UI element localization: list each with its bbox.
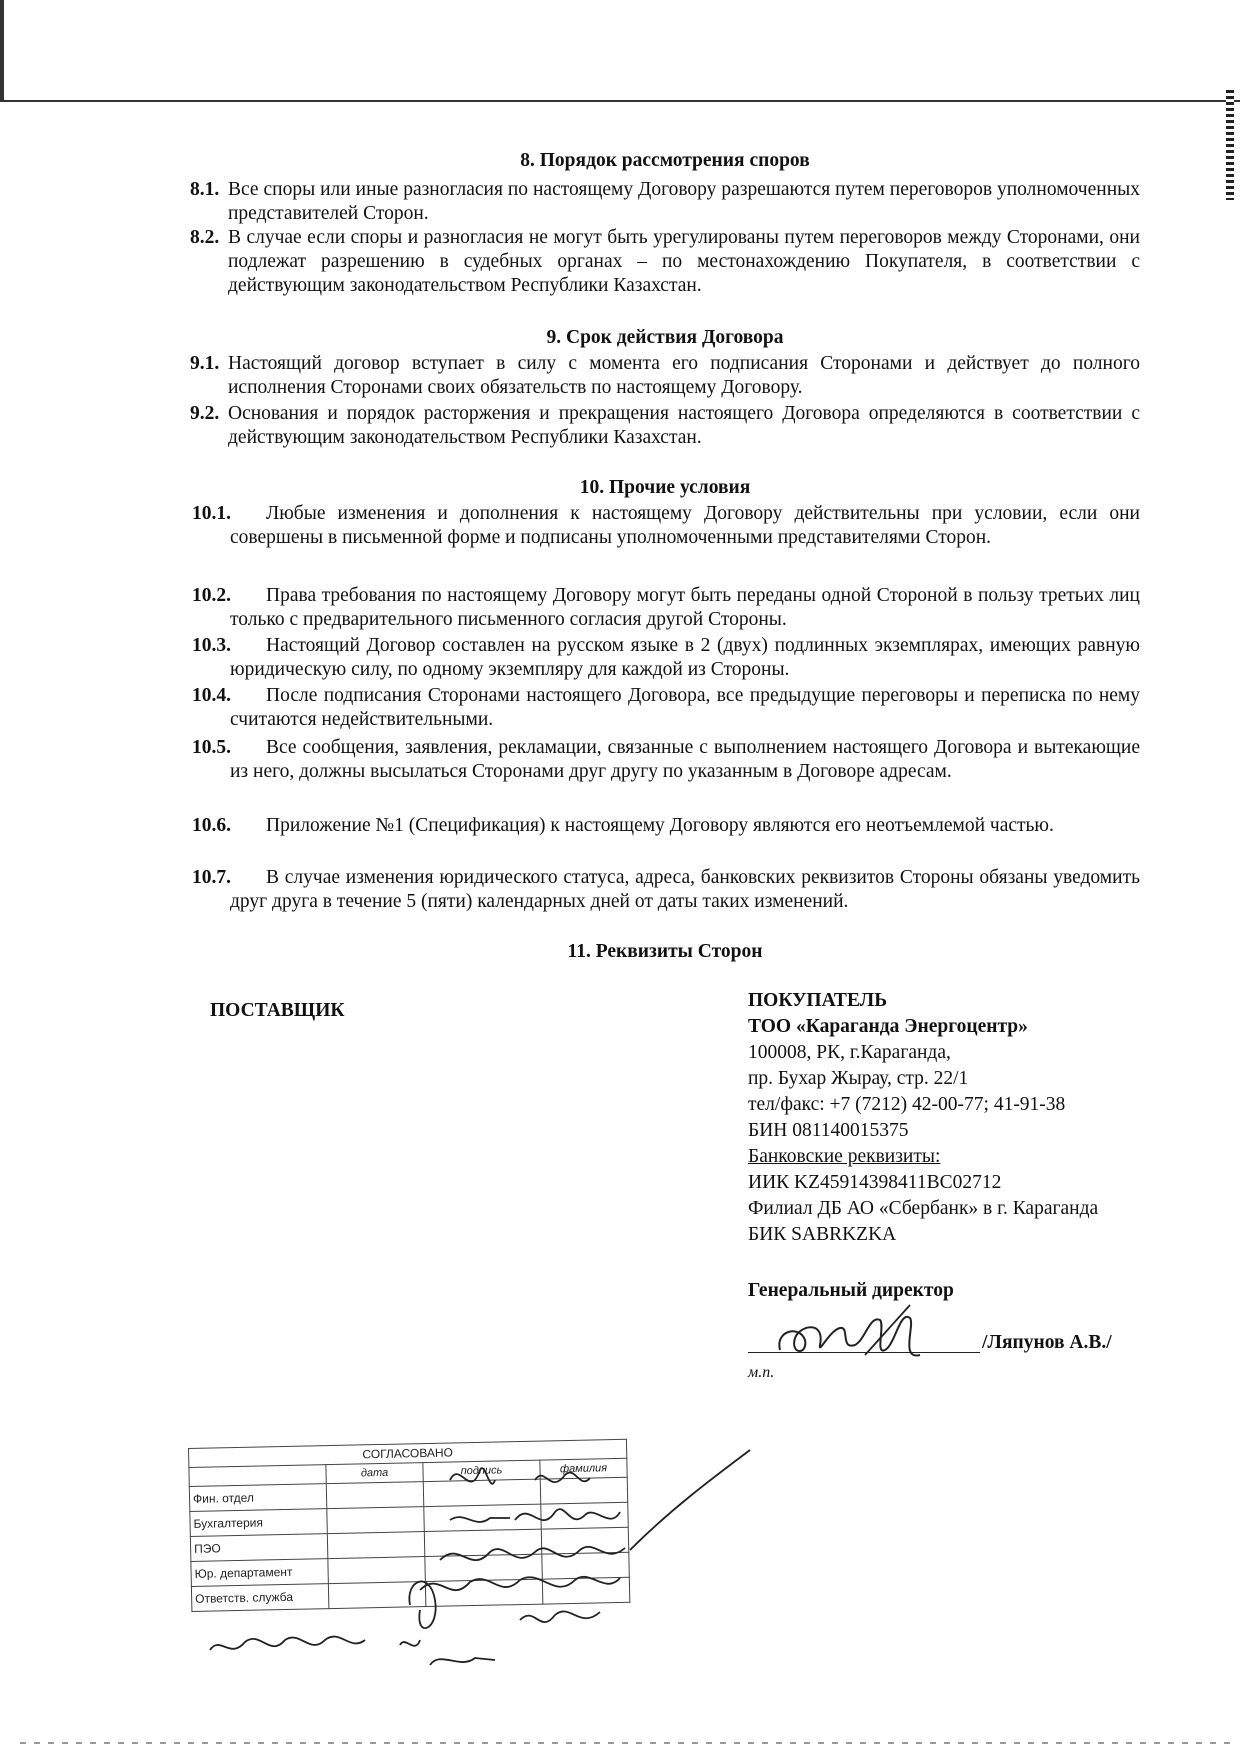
clause-text: После подписания Сторонами настоящего Договора, все предыдущие переговоры и переписка по нему считаются недействительными. — [230, 685, 1140, 730]
buyer-signatory: /Ляпунов А.В./ — [982, 1332, 1112, 1353]
clause-number: 9.2. — [190, 403, 220, 424]
scan-right-edge — [1226, 90, 1234, 200]
section-11-heading: 11. Реквизиты Сторон — [567, 941, 763, 962]
stamp-row-label: ПЭО — [190, 1534, 327, 1562]
buyer-bik: БИК SABRKZKA — [748, 1224, 897, 1245]
stamp-row-label: Бухгалтерия — [190, 1509, 327, 1537]
scan-top-rule — [0, 100, 1240, 102]
clause-number: 10.1. — [192, 503, 231, 524]
buyer-position: Генеральный директор — [748, 1280, 954, 1301]
buyer-address-1: 100008, РК, г.Караганда, — [748, 1042, 951, 1063]
buyer-phone: тел/факс: +7 (7212) 42-00-77; 41-91-38 — [748, 1094, 1066, 1115]
clause-9-1 — [190, 352, 1140, 400]
seal-place-mark: м.п. — [748, 1364, 775, 1381]
section-10-heading: 10. Прочие условия — [579, 477, 751, 498]
clause-10-6 — [192, 814, 1140, 838]
clause-number: 9.1. — [190, 353, 220, 374]
stamp-row-label: Ответств. служба — [191, 1584, 328, 1612]
clause-number: 10.5. — [192, 737, 231, 758]
stamp-row-label: Юр. департамент — [191, 1559, 328, 1587]
clause-9-2 — [190, 402, 1140, 450]
stamp-header-signature: подпись — [423, 1460, 540, 1481]
director-signature — [770, 1300, 960, 1370]
section-8-heading: 8. Порядок рассмотрения споров — [520, 150, 810, 171]
clause-text: Любые изменения и дополнения к настоящему Договору действительны при условии, если они совершены в письменной форме и подписаны уполномоченными представителями Сторон. — [230, 503, 1140, 548]
clause-number: 10.6. — [192, 815, 231, 836]
buyer-bank: Филиал ДБ АО «Сбербанк» в г. Караганда — [748, 1198, 1099, 1219]
stamp-row-label: Фин. отдел — [189, 1484, 326, 1512]
clause-number: 10.3. — [192, 635, 231, 656]
clause-8-2 — [190, 226, 1140, 298]
supplier-label: ПОСТАВЩИК — [210, 1000, 345, 1021]
clause-text: В случае изменения юридического статуса, адреса, банковских реквизитов Стороны обязаны уведомить друг друга в течение 5 (пяти) календарных дней от даты таких изменений. — [230, 867, 1140, 912]
scan-bottom-noise — [20, 1742, 1230, 1744]
clause-number: 8.1. — [190, 179, 220, 200]
buyer-iik: ИИК KZ45914398411BC02712 — [748, 1172, 1002, 1193]
buyer-label: ПОКУПАТЕЛЬ — [748, 990, 888, 1011]
buyer-bank-label: Банковские реквизиты: — [748, 1146, 941, 1167]
clause-10-1 — [192, 502, 1140, 550]
clause-text: В случае если споры и разногласия не могут быть урегулированы путем переговоров между Сторонами, они подлежат разрешению в судебных органах – по местонахождению Покупателя, в соответствии с действующим законодательством Республики Казахстан. — [228, 227, 1140, 296]
clause-text: Приложение №1 (Спецификация) к настоящему Договору являются его неотъемлемой частью. — [266, 815, 1054, 836]
stamp-header-date: дата — [326, 1463, 423, 1484]
buyer-bin: БИН 081140015375 — [748, 1120, 909, 1141]
clause-number: 10.7. — [192, 867, 231, 888]
buyer-company: ТОО «Караганда Энергоцентр» — [748, 1016, 1028, 1037]
clause-number: 8.2. — [190, 227, 220, 248]
clause-text: Настоящий договор вступает в силу с момента его подписания Сторонами и действует до полного исполнения Сторонами своих обязательств по настоящему Договору. — [228, 353, 1140, 398]
clause-number: 10.2. — [192, 585, 231, 606]
clause-10-2 — [192, 584, 1140, 632]
clause-10-4 — [192, 684, 1140, 732]
clause-text: Права требования по настоящему Договору могут быть переданы одной Стороной в пользу третьих лиц только с предварительного письменного согласия другой Стороны. — [230, 585, 1140, 630]
section-9-heading: 9. Срок действия Договора — [546, 327, 784, 348]
clause-8-1 — [190, 178, 1140, 226]
clause-10-7 — [192, 866, 1140, 914]
clause-number: 10.4. — [192, 685, 231, 706]
clause-10-3 — [192, 634, 1140, 682]
clause-text: Все сообщения, заявления, рекламации, связанные с выполнением настоящего Договора и вытекающие из него, должны высылаться Сторонами друг другу по указанным в Договоре адресам. — [230, 737, 1140, 782]
stamp-title: СОГЛАСОВАНО — [189, 1439, 627, 1467]
clause-text: Все споры или иные разногласия по настоящему Договору разрешаются путем переговоров уполномоченных представителей Сторон. — [228, 179, 1140, 224]
clause-10-5 — [192, 736, 1140, 784]
scan-left-edge — [0, 0, 4, 100]
buyer-address-2: пр. Бухар Жырау, стр. 22/1 — [748, 1068, 969, 1089]
stamp-header-surname: фамилия — [540, 1458, 627, 1479]
clause-text: Настоящий Договор составлен на русском языке в 2 (двух) подлинных экземплярах, имеющих равную юридическую силу, по одному экземпляру для каждой из Стороны. — [230, 635, 1140, 680]
clause-text: Основания и порядок расторжения и прекращения настоящего Договора определяются в соответствии с действующим законодательством Республики Казахстан. — [228, 403, 1140, 448]
stamp-handwriting — [190, 1440, 750, 1680]
